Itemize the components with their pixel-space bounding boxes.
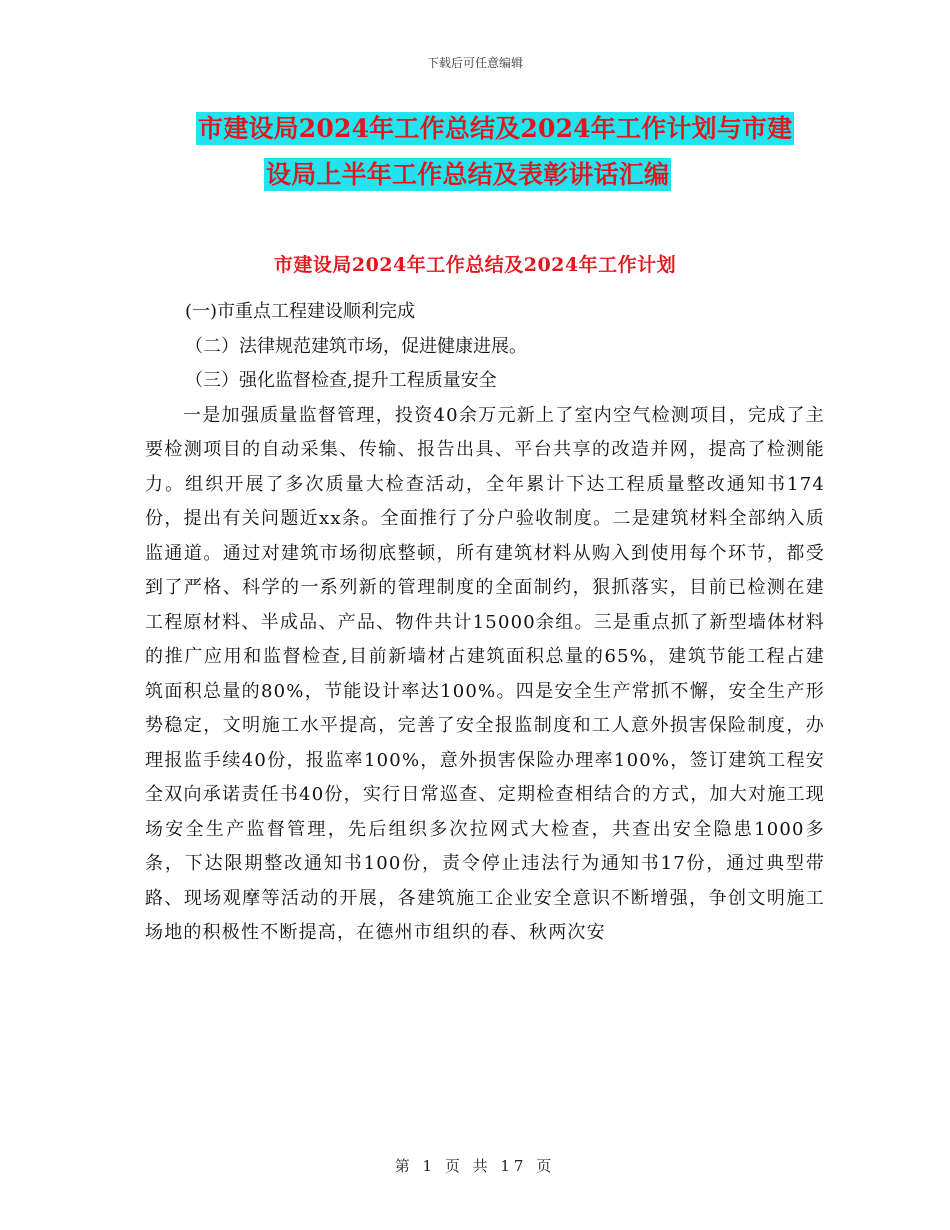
document-body [145,295,825,951]
document-title-line-1: 市建设局2024年工作总结及2024年工作计划与市建 [198,114,793,143]
paragraph-heading-2: （二）法律规范建筑市场，促进健康进展。 [185,335,527,357]
paragraph-body: 一是加强质量监督管理，投资40余万元新上了室内空气检测项目，完成了主要检测项目的自动采集、传输、报告出具、平台共享的改造并网，提高了检测能力。组织开展了多次质量大检查活动，全年累计下达工程质量整改通知书174份，提出有关问题近xx条。全面推行了分户验收制度。二是建筑材料全部纳入质监通道。通过对建筑市场彻底整顿，所有建筑材料从购入到使用每个环节，都受到了严格、科学的一系列新的管理制度的全面制约，狠抓落实，目前已检测在建工程原材料、半成品、产品、物件共计15000余组。三是重点抓了新型墙体材料的推广应用和监督检查,目前新墙材占建筑面积总量的65%，建筑节能工程占建筑面积总量的80%，节能设计率达100%。四是安全生产常抓不懈，安全生产形势稳定，文明施工水平提高，完善了安全报监制度和工人意外损害保险制度，办理报监手续40份，报监率100%，意外损害保险办理率100%，签订建筑工程安全双向承诺责任书40份，实行日常巡查、定期检查相结合的方式，加大对施工现场安全生产监督管理，先后组织多次拉网式大检查，共查出安全隐患1000多条，下达限期整改通知书100份，责令停止违法行为通知书17份，通过典型带路、现场观摩等活动的开展，各建筑施工企业安全意识不断增强，争创文明施工场地的积极性不断提高，在德州市组织的春、秋两次安 [145,404,825,943]
page-number: 第 1 页 共 17 页 [394,1157,556,1175]
section-title: 市建设局2024年工作总结及2024年工作计划 [273,254,677,276]
document-title-line-2: 设局上半年工作总结及表彰讲话汇编 [266,160,670,189]
paragraph-heading-3: （三）强化监督检查,提升工程质量安全 [185,370,497,391]
page-header-note: 下载后可任意编辑 [426,56,523,70]
paragraph-heading-1: (一)市重点工程建设顺利完成 [185,301,416,322]
